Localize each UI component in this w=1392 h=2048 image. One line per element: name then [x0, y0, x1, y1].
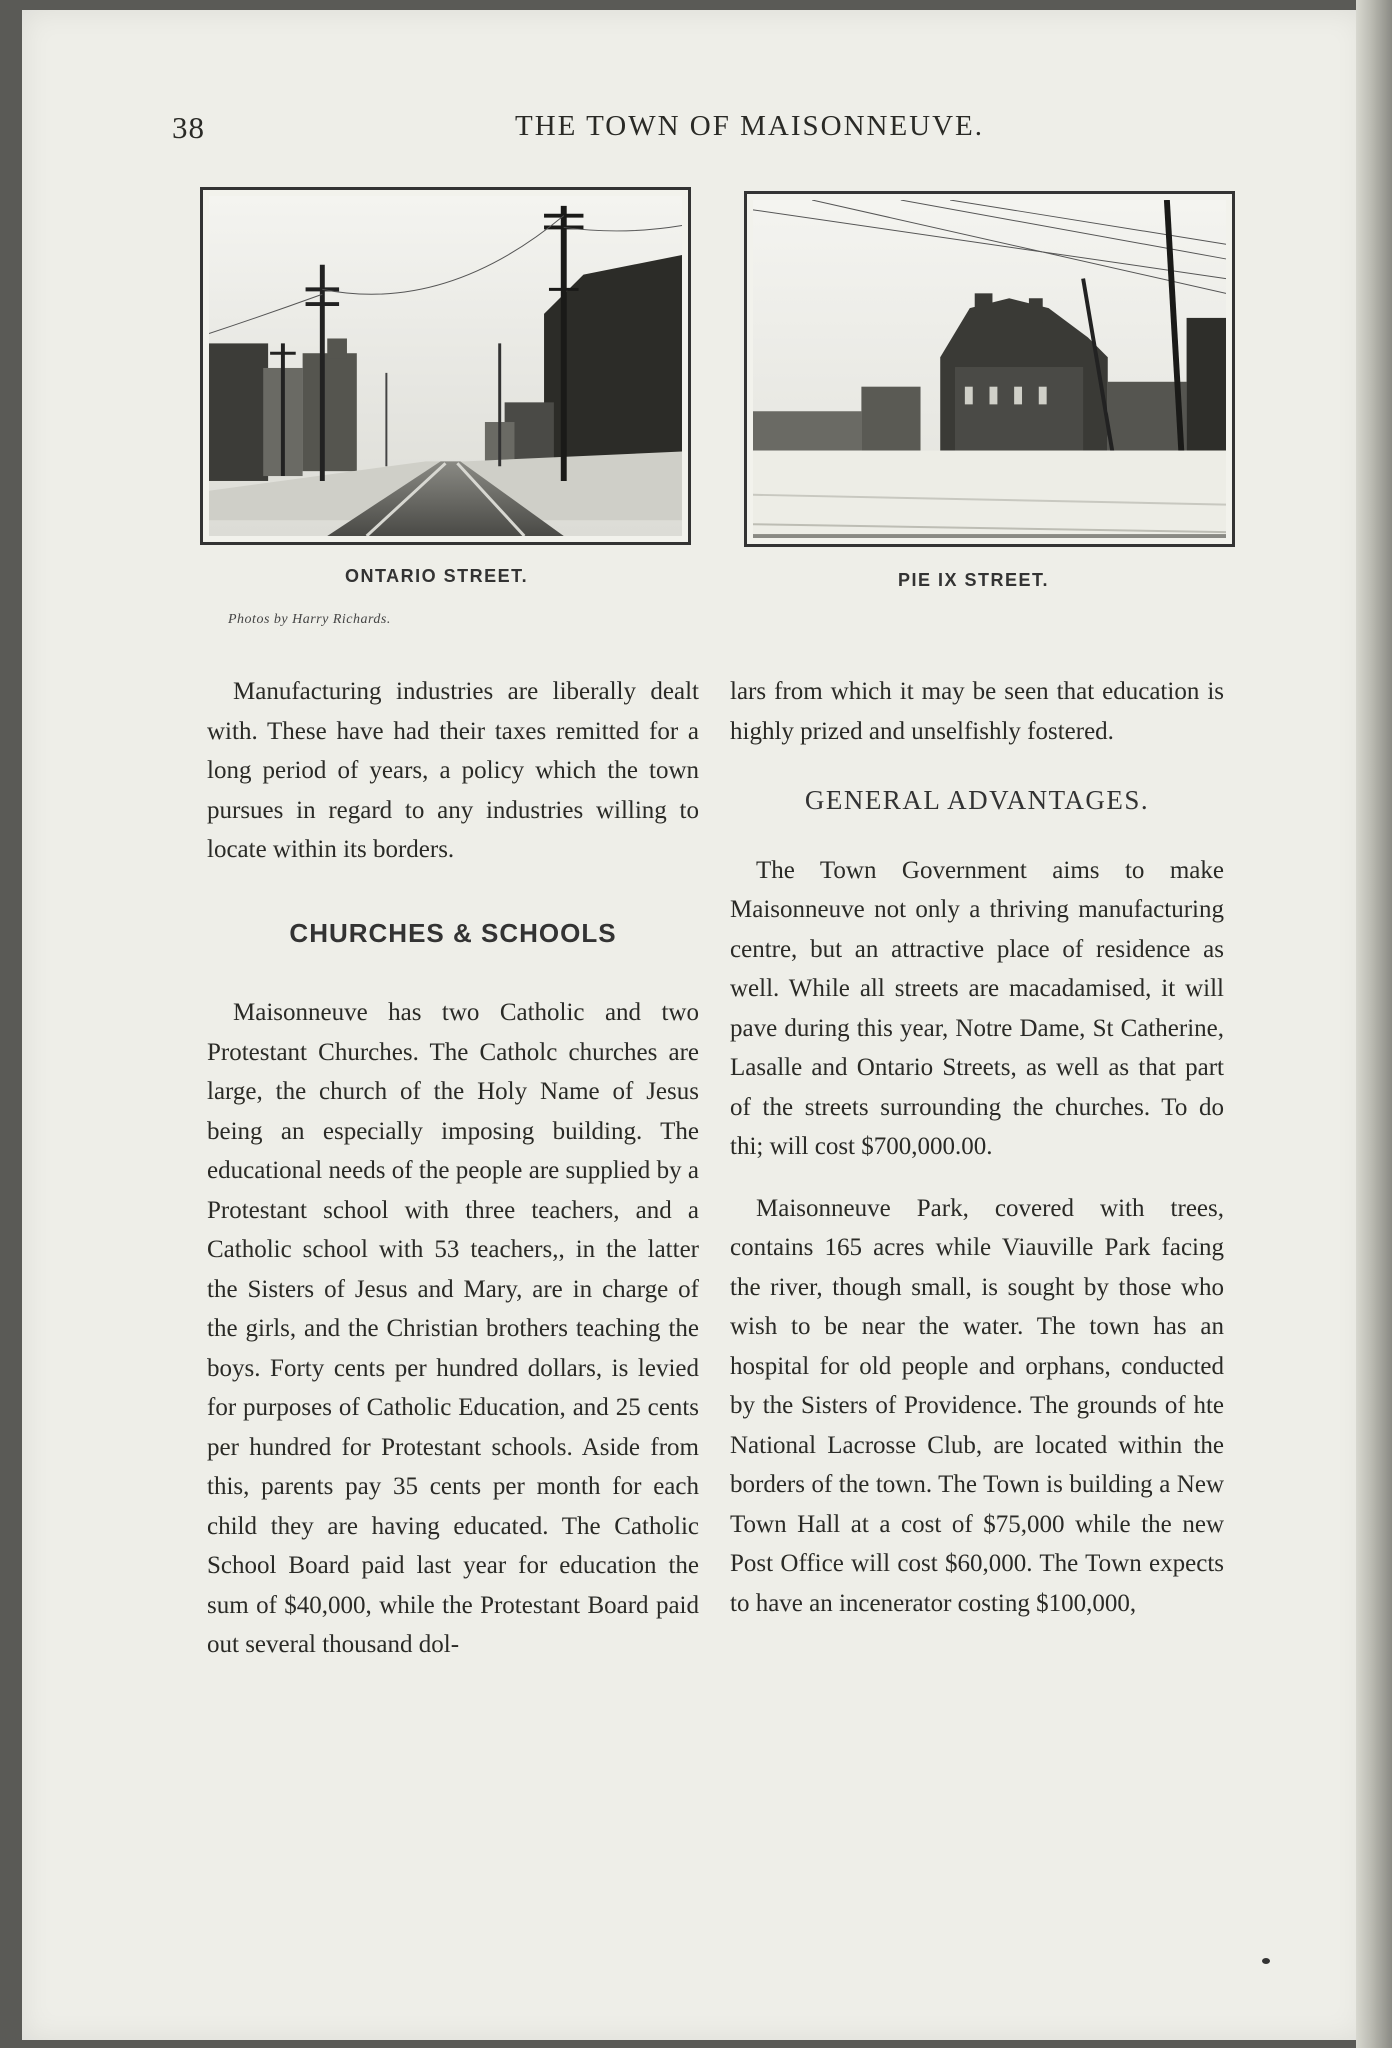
- park-paragraph: Maisonneuve Park, covered with trees, contains 165 acres while Viauville Park facing the river, though small, is sought by those who wish to be near the water. The town has an hospital for old people and orphans, conducted by the Sisters of Providence. The grounds of hte National Lacrosse Club, are located within the borders of the town. The Town is building a New Town Hall at a cost of $75,000 while the new Post Office will cost $60,000. The Town expects to have an incenerator costing $100,000,: [730, 1194, 1224, 1617]
- photo-caption-ontario: ONTARIO STREET.: [345, 566, 529, 586]
- running-head-title: THE TOWN OF MAISONNEUVE.: [515, 110, 985, 142]
- photo-ontario-street: [200, 187, 691, 545]
- continuation-paragraph: lars from which it may be seen that education is highly prized and unselfishly fostered.: [730, 678, 1224, 745]
- photo-pie-ix-street: [744, 191, 1235, 547]
- page-number: 38: [172, 110, 205, 145]
- text-column-left: [207, 672, 699, 1665]
- ink-speck: [1262, 1958, 1270, 1964]
- photo-caption-pie-ix: PIE IX STREET.: [898, 570, 1050, 590]
- section-heading-churches-schools: CHURCHES & SCHOOLS: [289, 917, 617, 948]
- street-scene-image: [209, 196, 682, 536]
- book-spine: [1356, 0, 1392, 2048]
- churches-paragraph: Maisonneuve has two Catholic and two Protestant Churches. The Catholc churches are large, the church of the Holy Name of Jesus being an especially imposing building. The educational needs of the people are supplied by a Protestant school with three teachers, and a Catholic school with 53 teachers,, in the latter the Sisters of Jesus and Mary, are in charge of the girls, and the Christian brothers teaching the boys. Forty cents per hundred dollars, is levied for purposes of Catholic Education, and 25 cents per hundred for Protestant schools. Aside from this, parents pay 35 cents per month for each child they are having educated. The Catholic School Board paid last year for education the sum of $40,000, while the Protestant Board paid out several thousand dol-: [207, 999, 699, 1658]
- advantages-paragraph: The Town Government aims to make Maisonneuve not only a thriving manufacturing centre, but an attractive place of residence as well. While all streets are macadamised, it will pave during this year, Notre Dame, St Catherine, Lasalle and Ontario Streets, as well as that part of the streets surrounding the churches. To do thi; will cost $700,000.00.: [730, 856, 1224, 1160]
- section-heading-general-advantages: GENERAL ADVANTAGES.: [804, 785, 1150, 815]
- photo-credit: Photos by Harry Richards.: [228, 612, 391, 627]
- text-column-right: [730, 672, 1224, 1623]
- intro-paragraph: Manufacturing industries are liberally dealt with. These have had their taxes remitted for a long period of years, a policy which the town pursues in regard to any industries willing to locate within its borders.: [207, 678, 699, 863]
- building-scene-image: [753, 200, 1226, 538]
